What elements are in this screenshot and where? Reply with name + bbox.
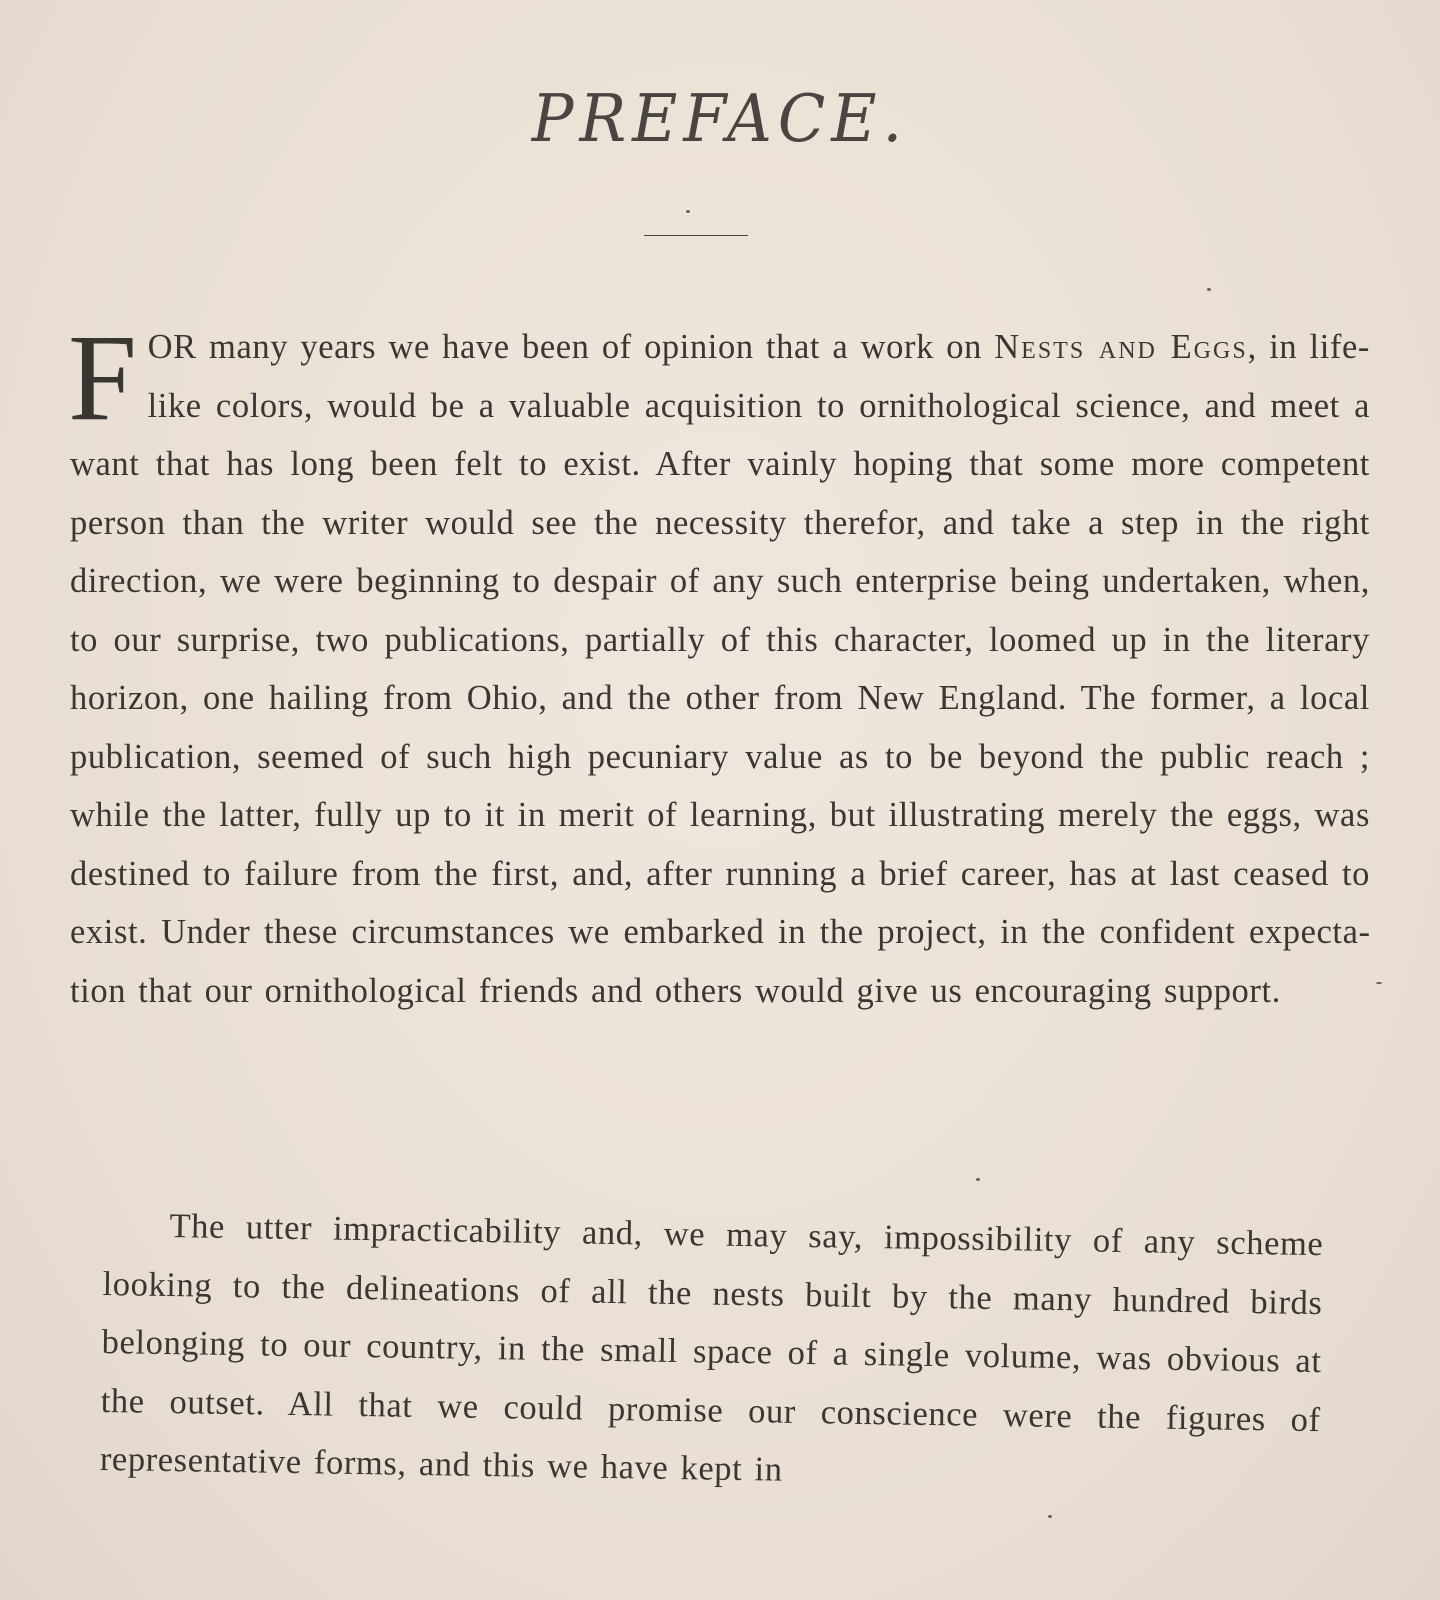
page-title: PREFACE. [531, 80, 909, 157]
ink-speck [1207, 288, 1211, 291]
paragraph-1-text-start: OR many years we have been of opinion that a work on [147, 328, 995, 366]
drop-cap: F [68, 309, 138, 446]
paragraph-1 [68, 309, 1370, 1020]
ink-speck [686, 210, 690, 213]
title-divider [644, 235, 748, 236]
paragraph-1-text-rest: , in life-like colors, would be a valuable acquisition to ornithological science, and meet a want that has long been felt to exist. After vainly hoping that some more competent person than the writer would see the necessity therefor, and take a step in the right direction, we were beginning to despair of any such enterprise being undertaken, when, to our surprise, two publications, partially of this character, loomed up in the literary horizon, one hailing from Ohio, and the other from New England. The former, a local publication, seemed of such high pecuniary value as to be beyond the public reach ; while the latter, fully up to it in merit of learning, but illustrating merely the eggs, was destined to failure from the first, and, after running a brief career, has at last ceased to exist. Under these circumstances we embarked in the project, in the confident expectation that our ornithological friends and others would give us encouraging support. [70, 328, 1370, 1010]
book-title-reference: Nests and Eggs [994, 328, 1248, 366]
ink-speck [1376, 982, 1382, 984]
paragraph-2: The utter impracticability and, we may say, impossibility of any scheme looking to the delineations of all the nests built by the many hundred birds belonging to our country, in the small space of a single volume, was obvious at the outset. All that we could promise our conscience were the figures of representative forms, and this we have kept in [99, 1207, 1324, 1489]
ink-speck [1048, 1515, 1052, 1518]
ink-speck [976, 1178, 980, 1181]
